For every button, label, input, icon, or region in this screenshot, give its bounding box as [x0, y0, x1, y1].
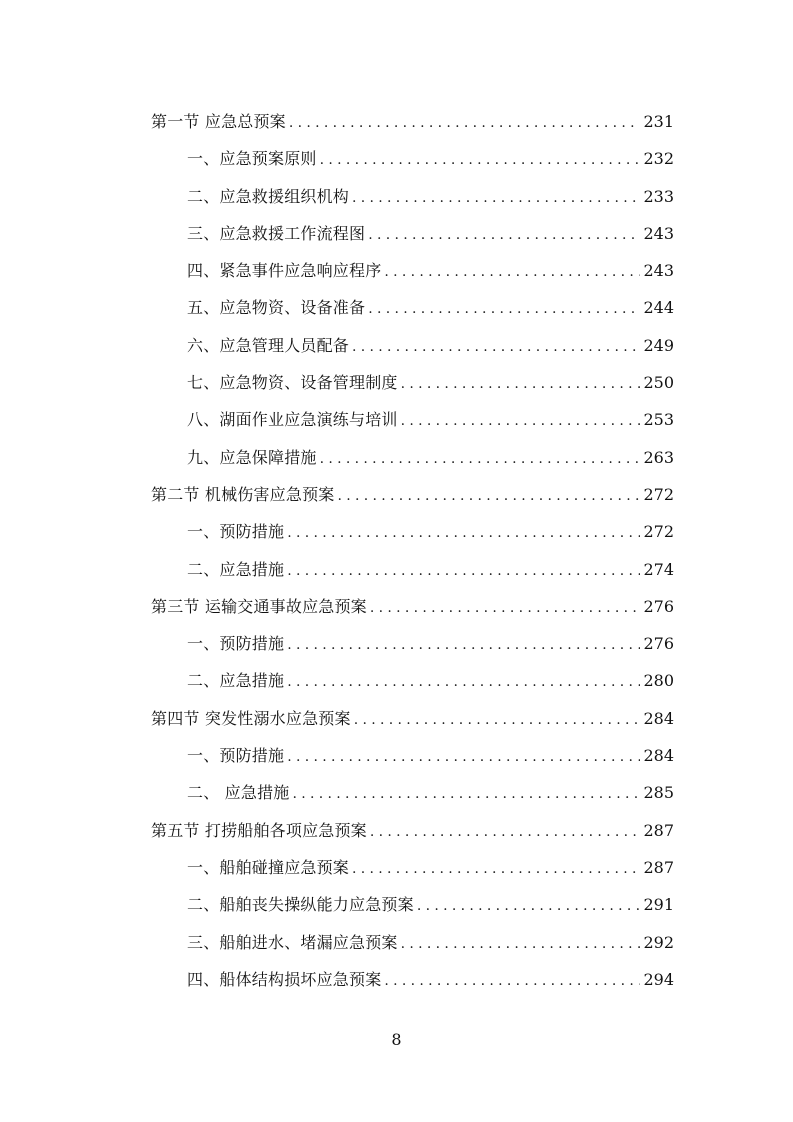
- toc-entry-page-number: 244: [643, 298, 674, 318]
- toc-entry-page-number: 249: [643, 335, 674, 355]
- toc-entry-page-number: 284: [643, 708, 674, 728]
- toc-entry-label: 一、船舶碰撞应急预案: [187, 857, 350, 877]
- toc-subsection-entry[interactable]: [151, 252, 674, 289]
- toc-entry-label: 二、 应急措施: [187, 783, 290, 803]
- toc-entry-page-number: 233: [643, 186, 674, 206]
- toc-subsection-entry[interactable]: [151, 140, 674, 177]
- toc-dot-leader: [287, 664, 640, 701]
- toc-entry-page-number: 243: [643, 261, 674, 281]
- toc-subsection-entry[interactable]: [151, 289, 674, 326]
- toc-dot-leader: [320, 142, 641, 179]
- toc-subsection-entry[interactable]: [151, 924, 674, 961]
- toc-entry-page-number: 276: [643, 596, 674, 616]
- toc-subsection-entry[interactable]: [151, 327, 674, 364]
- toc-dot-leader: [370, 814, 641, 851]
- toc-entry-label: 七、应急物资、设备管理制度: [187, 373, 398, 393]
- toc-dot-leader: [401, 926, 641, 963]
- toc-dot-leader: [370, 590, 641, 627]
- toc-entry-label: 一、应急预案原则: [187, 149, 317, 169]
- toc-entry-label: 五、应急物资、设备准备: [187, 298, 366, 318]
- toc-dot-leader: [293, 776, 641, 813]
- toc-dot-leader: [287, 739, 640, 776]
- toc-entry-label: 九、应急保障措施: [187, 447, 317, 467]
- toc-dot-leader: [289, 105, 641, 142]
- toc-dot-leader: [401, 366, 641, 403]
- toc-section-entry[interactable]: [151, 812, 674, 849]
- toc-entry-label: 第五节 打捞船舶各项应急预案: [151, 820, 367, 840]
- toc-dot-leader: [352, 180, 640, 217]
- toc-entry-page-number: 287: [643, 820, 674, 840]
- toc-subsection-entry[interactable]: [151, 849, 674, 886]
- toc-subsection-entry[interactable]: [151, 513, 674, 550]
- toc-entry-label: 第二节 机械伤害应急预案: [151, 484, 335, 504]
- toc-entry-page-number: 287: [643, 857, 674, 877]
- toc-entry-page-number: 292: [643, 932, 674, 952]
- toc-dot-leader: [320, 441, 641, 478]
- toc-entry-label: 三、应急救援工作流程图: [187, 223, 366, 243]
- toc-section-entry[interactable]: [151, 588, 674, 625]
- toc-subsection-entry[interactable]: [151, 178, 674, 215]
- page-number: 8: [391, 1030, 402, 1049]
- toc-entry-label: 三、船舶进水、堵漏应急预案: [187, 932, 398, 952]
- toc-subsection-entry[interactable]: [151, 774, 674, 811]
- toc-entry-label: 第四节 突发性溺水应急预案: [151, 708, 351, 728]
- toc-entry-page-number: 231: [643, 112, 674, 131]
- toc-dot-leader: [352, 851, 640, 888]
- toc-subsection-entry[interactable]: [151, 401, 674, 438]
- toc-section-entry[interactable]: [151, 700, 674, 737]
- toc-entry-page-number: 253: [643, 410, 674, 430]
- toc-dot-leader: [384, 963, 640, 1000]
- toc-dot-leader: [352, 329, 640, 366]
- toc-subsection-entry[interactable]: [151, 625, 674, 662]
- toc-entry-label: 二、应急措施: [187, 559, 285, 579]
- toc-entry-page-number: 280: [643, 671, 674, 691]
- toc-entry-page-number: 276: [643, 634, 674, 654]
- table-of-contents: [151, 103, 674, 998]
- toc-entry-label: 二、应急措施: [187, 671, 285, 691]
- toc-dot-leader: [287, 515, 640, 552]
- toc-subsection-entry[interactable]: [151, 551, 674, 588]
- toc-entry-label: 一、预防措施: [187, 746, 285, 766]
- toc-subsection-entry[interactable]: [151, 215, 674, 252]
- toc-dot-leader: [287, 553, 640, 590]
- toc-dot-leader: [338, 478, 641, 515]
- toc-subsection-entry[interactable]: [151, 439, 674, 476]
- toc-entry-page-number: 274: [643, 559, 674, 579]
- toc-entry-page-number: 272: [643, 484, 674, 504]
- toc-entry-page-number: 285: [643, 783, 674, 803]
- toc-dot-leader: [368, 217, 640, 254]
- toc-entry-page-number: 232: [643, 149, 674, 169]
- toc-entry-page-number: 263: [643, 447, 674, 467]
- toc-entry-page-number: 294: [643, 969, 674, 989]
- toc-entry-page-number: 250: [643, 373, 674, 393]
- toc-dot-leader: [354, 702, 641, 739]
- toc-entry-label: 八、湖面作业应急演练与培训: [187, 410, 398, 430]
- toc-entry-label: 二、应急救援组织机构: [187, 186, 350, 206]
- toc-dot-leader: [401, 403, 641, 440]
- toc-subsection-entry[interactable]: [151, 662, 674, 699]
- toc-entry-label: 四、紧急事件应急响应程序: [187, 261, 382, 281]
- toc-entry-label: 六、应急管理人员配备: [187, 335, 350, 355]
- toc-dot-leader: [384, 254, 640, 291]
- toc-subsection-entry[interactable]: [151, 961, 674, 998]
- toc-section-entry[interactable]: [151, 103, 674, 140]
- toc-entry-label: 四、船体结构损坏应急预案: [187, 969, 382, 989]
- toc-entry-label: 第三节 运输交通事故应急预案: [151, 596, 367, 616]
- toc-entry-label: 二、船舶丧失操纵能力应急预案: [187, 895, 414, 915]
- toc-subsection-entry[interactable]: [151, 737, 674, 774]
- toc-entry-page-number: 284: [643, 746, 674, 766]
- toc-dot-leader: [368, 291, 640, 328]
- toc-dot-leader: [287, 627, 640, 664]
- toc-entry-page-number: 243: [643, 223, 674, 243]
- toc-subsection-entry[interactable]: [151, 364, 674, 401]
- toc-entry-label: 一、预防措施: [187, 634, 285, 654]
- toc-entry-page-number: 272: [643, 522, 674, 542]
- toc-subsection-entry[interactable]: [151, 886, 674, 923]
- toc-section-entry[interactable]: [151, 476, 674, 513]
- toc-entry-page-number: 291: [643, 895, 674, 915]
- toc-entry-label: 第一节 应急总预案: [151, 112, 286, 131]
- toc-dot-leader: [417, 888, 641, 925]
- toc-entry-label: 一、预防措施: [187, 522, 285, 542]
